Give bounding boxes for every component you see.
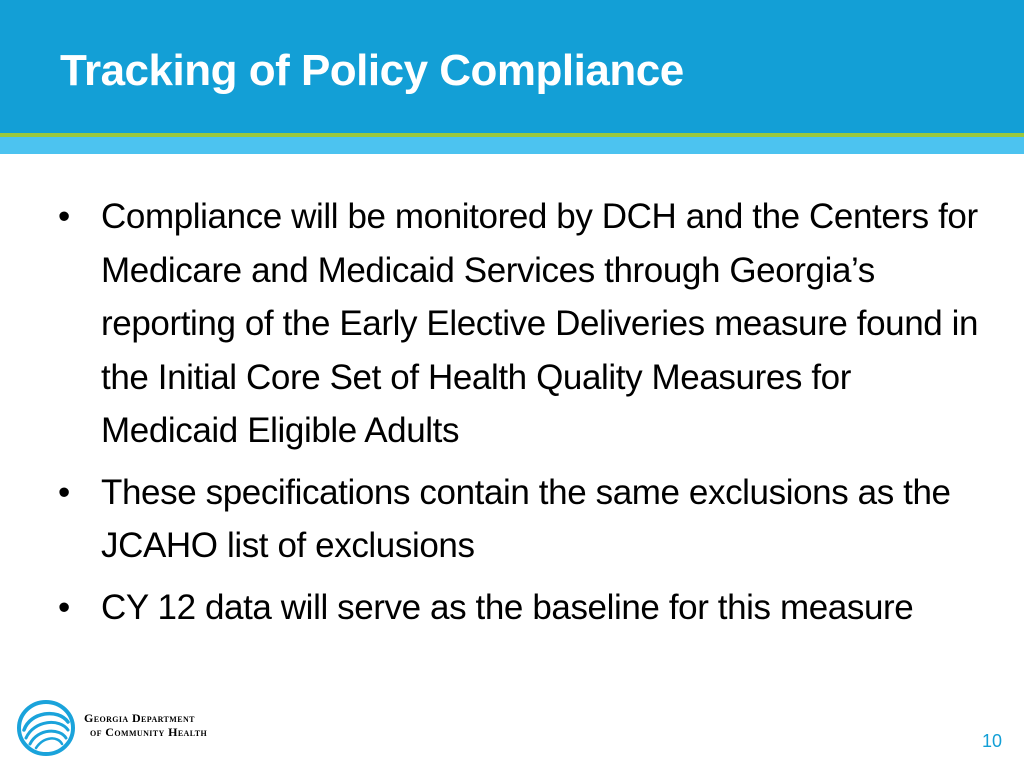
org-name-line1: Georgia Department bbox=[84, 711, 195, 725]
header-band bbox=[0, 137, 1024, 154]
bullet-marker: • bbox=[58, 587, 70, 627]
bullet-list bbox=[58, 190, 988, 642]
georgia-dch-logo-icon bbox=[14, 696, 78, 760]
page-number: 10 bbox=[981, 731, 1002, 751]
org-name bbox=[84, 711, 207, 739]
bullet-item bbox=[58, 466, 988, 573]
bullet-marker: • bbox=[58, 472, 70, 512]
bullet-marker: • bbox=[58, 197, 70, 236]
bullet-item bbox=[58, 190, 988, 458]
slide-title: Tracking of Policy Compliance bbox=[60, 46, 684, 95]
org-name-line2: of Community Health bbox=[90, 725, 208, 739]
bullet-text: Compliance will be monitored by DCH and the Centers for Medicare and Medicaid Services through Georgia’s reporting of the Early Elective Deliveries measure found in the Initial Core Set of Health Quality Measures for Medicaid Eligible Adults bbox=[101, 197, 979, 450]
title-bar bbox=[0, 0, 1024, 133]
bullet-item bbox=[58, 581, 988, 635]
bullet-text: These specifications contain the same exclusions as the JCAHO list of exclusions bbox=[101, 472, 951, 565]
bullet-text: CY 12 data will serve as the baseline for this measure bbox=[101, 587, 914, 627]
